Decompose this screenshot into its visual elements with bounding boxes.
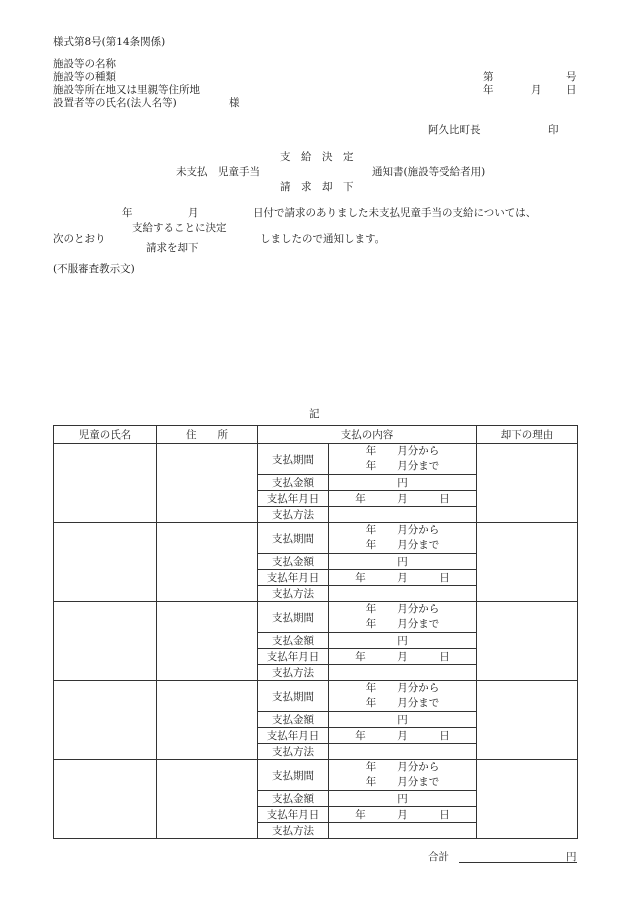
reject-reason-cell[interactable] xyxy=(477,444,578,523)
period-to: 年 月分まで xyxy=(365,539,440,551)
installer-name-label: 設置者等の氏名(法人名等) xyxy=(53,97,177,109)
method-label: 支払方法 xyxy=(258,744,329,760)
period-from: 年 月分から xyxy=(365,682,440,694)
appeal-notice: (不服審査教示文) xyxy=(53,263,135,275)
ki-label: 記 xyxy=(309,408,320,420)
table-row xyxy=(54,602,578,633)
period-label: 支払期間 xyxy=(258,444,329,475)
amount-label: 支払金額 xyxy=(258,475,329,491)
title-option-grant: 支 給 決 定 xyxy=(280,151,354,163)
table-header-row xyxy=(54,426,578,444)
period-label: 支払期間 xyxy=(258,681,329,712)
period-to: 年 月分まで xyxy=(365,618,440,630)
payment-table xyxy=(53,425,578,839)
period-from: 年 月分から xyxy=(365,603,440,615)
facility-name-label: 施設等の名称 xyxy=(53,58,116,70)
period-value[interactable] xyxy=(329,760,477,791)
issuer-seal: 印 xyxy=(548,124,559,136)
form-number: 様式第8号(第14条関係) xyxy=(53,36,166,48)
child-name-cell[interactable] xyxy=(54,681,157,760)
date-label: 支払年月日 xyxy=(258,649,329,665)
period-to: 年 月分まで xyxy=(365,776,440,788)
child-name-cell[interactable] xyxy=(54,760,157,839)
doc-number-dai: 第 xyxy=(483,71,494,83)
date-value[interactable]: 年 月 日 xyxy=(329,807,477,823)
amount-value[interactable] xyxy=(329,712,477,728)
total-unit: 円 xyxy=(566,851,577,863)
address-cell[interactable] xyxy=(157,523,258,602)
yen-unit: 円 xyxy=(397,477,408,489)
method-label: 支払方法 xyxy=(258,507,329,523)
address-cell[interactable] xyxy=(157,602,258,681)
total-label: 合計 xyxy=(428,851,449,863)
method-label: 支払方法 xyxy=(258,586,329,602)
period-label: 支払期間 xyxy=(258,523,329,554)
amount-label: 支払金額 xyxy=(258,791,329,807)
period-to: 年 月分まで xyxy=(365,697,440,709)
period-value[interactable] xyxy=(329,602,477,633)
issuer-title: 阿久比町長 xyxy=(428,124,481,136)
child-name-cell[interactable] xyxy=(54,523,157,602)
date-value[interactable]: 年 月 日 xyxy=(329,728,477,744)
period-value[interactable] xyxy=(329,523,477,554)
reject-reason-cell[interactable] xyxy=(477,760,578,839)
table-row xyxy=(54,523,578,554)
date-label: 支払年月日 xyxy=(258,807,329,823)
facility-type-label: 施設等の種類 xyxy=(53,71,116,83)
amount-value[interactable] xyxy=(329,475,477,491)
method-value[interactable] xyxy=(329,823,477,839)
method-value[interactable] xyxy=(329,744,477,760)
period-label: 支払期間 xyxy=(258,602,329,633)
body-line1: 日付で請求のありました未支払児童手当の支給については、 xyxy=(253,207,537,219)
address-cell[interactable] xyxy=(157,760,258,839)
yen-unit: 円 xyxy=(397,635,408,647)
child-name-cell[interactable] xyxy=(54,602,157,681)
body-option-grant: 支給することに決定 xyxy=(132,222,227,234)
body-year: 年 xyxy=(122,207,133,219)
header-payment-content: 支払の内容 xyxy=(258,426,477,444)
amount-label: 支払金額 xyxy=(258,712,329,728)
period-value[interactable] xyxy=(329,681,477,712)
address-cell[interactable] xyxy=(157,444,258,523)
table-row xyxy=(54,444,578,475)
yen-unit: 円 xyxy=(397,556,408,568)
reject-reason-cell[interactable] xyxy=(477,602,578,681)
amount-label: 支払金額 xyxy=(258,554,329,570)
doc-date-year: 年 xyxy=(483,84,494,96)
body-option-reject: 請求を却下 xyxy=(146,242,199,254)
period-from: 年 月分から xyxy=(365,524,440,536)
amount-value[interactable] xyxy=(329,633,477,649)
yen-unit: 円 xyxy=(397,714,408,726)
date-value[interactable]: 年 月 日 xyxy=(329,649,477,665)
title-prefix: 未支払 児童手当 xyxy=(176,166,260,178)
period-to: 年 月分まで xyxy=(365,460,440,472)
date-label: 支払年月日 xyxy=(258,728,329,744)
method-label: 支払方法 xyxy=(258,823,329,839)
reject-reason-cell[interactable] xyxy=(477,681,578,760)
title-suffix: 通知書(施設等受給者用) xyxy=(372,166,486,178)
date-value[interactable]: 年 月 日 xyxy=(329,570,477,586)
address-cell[interactable] xyxy=(157,681,258,760)
date-label: 支払年月日 xyxy=(258,570,329,586)
period-from: 年 月分から xyxy=(365,761,440,773)
method-value[interactable] xyxy=(329,586,477,602)
sama-label: 様 xyxy=(229,97,240,109)
method-value[interactable] xyxy=(329,507,477,523)
table-row xyxy=(54,681,578,712)
period-value[interactable] xyxy=(329,444,477,475)
doc-date-month: 月 xyxy=(531,84,542,96)
period-label: 支払期間 xyxy=(258,760,329,791)
body-ending: しましたので通知します。 xyxy=(260,233,386,245)
date-value[interactable]: 年 月 日 xyxy=(329,491,477,507)
doc-number-go: 号 xyxy=(566,71,577,83)
amount-value[interactable] xyxy=(329,554,477,570)
header-reject-reason: 却下の理由 xyxy=(477,426,578,444)
header-child-name: 児童の氏名 xyxy=(54,426,157,444)
table-row xyxy=(54,760,578,791)
amount-value[interactable] xyxy=(329,791,477,807)
reject-reason-cell[interactable] xyxy=(477,523,578,602)
body-month: 月 xyxy=(188,207,199,219)
period-from: 年 月分から xyxy=(365,445,440,457)
amount-label: 支払金額 xyxy=(258,633,329,649)
header-address: 住 所 xyxy=(157,426,258,444)
yen-unit: 円 xyxy=(397,793,408,805)
child-name-cell[interactable] xyxy=(54,444,157,523)
facility-address-label: 施設等所在地又は里親等住所地 xyxy=(53,84,200,96)
method-value[interactable] xyxy=(329,665,477,681)
total-value-line xyxy=(459,862,577,863)
doc-date-day: 日 xyxy=(566,84,577,96)
title-option-reject: 請 求 却 下 xyxy=(280,181,354,193)
date-label: 支払年月日 xyxy=(258,491,329,507)
method-label: 支払方法 xyxy=(258,665,329,681)
body-lead: 次のとおり xyxy=(53,233,106,245)
